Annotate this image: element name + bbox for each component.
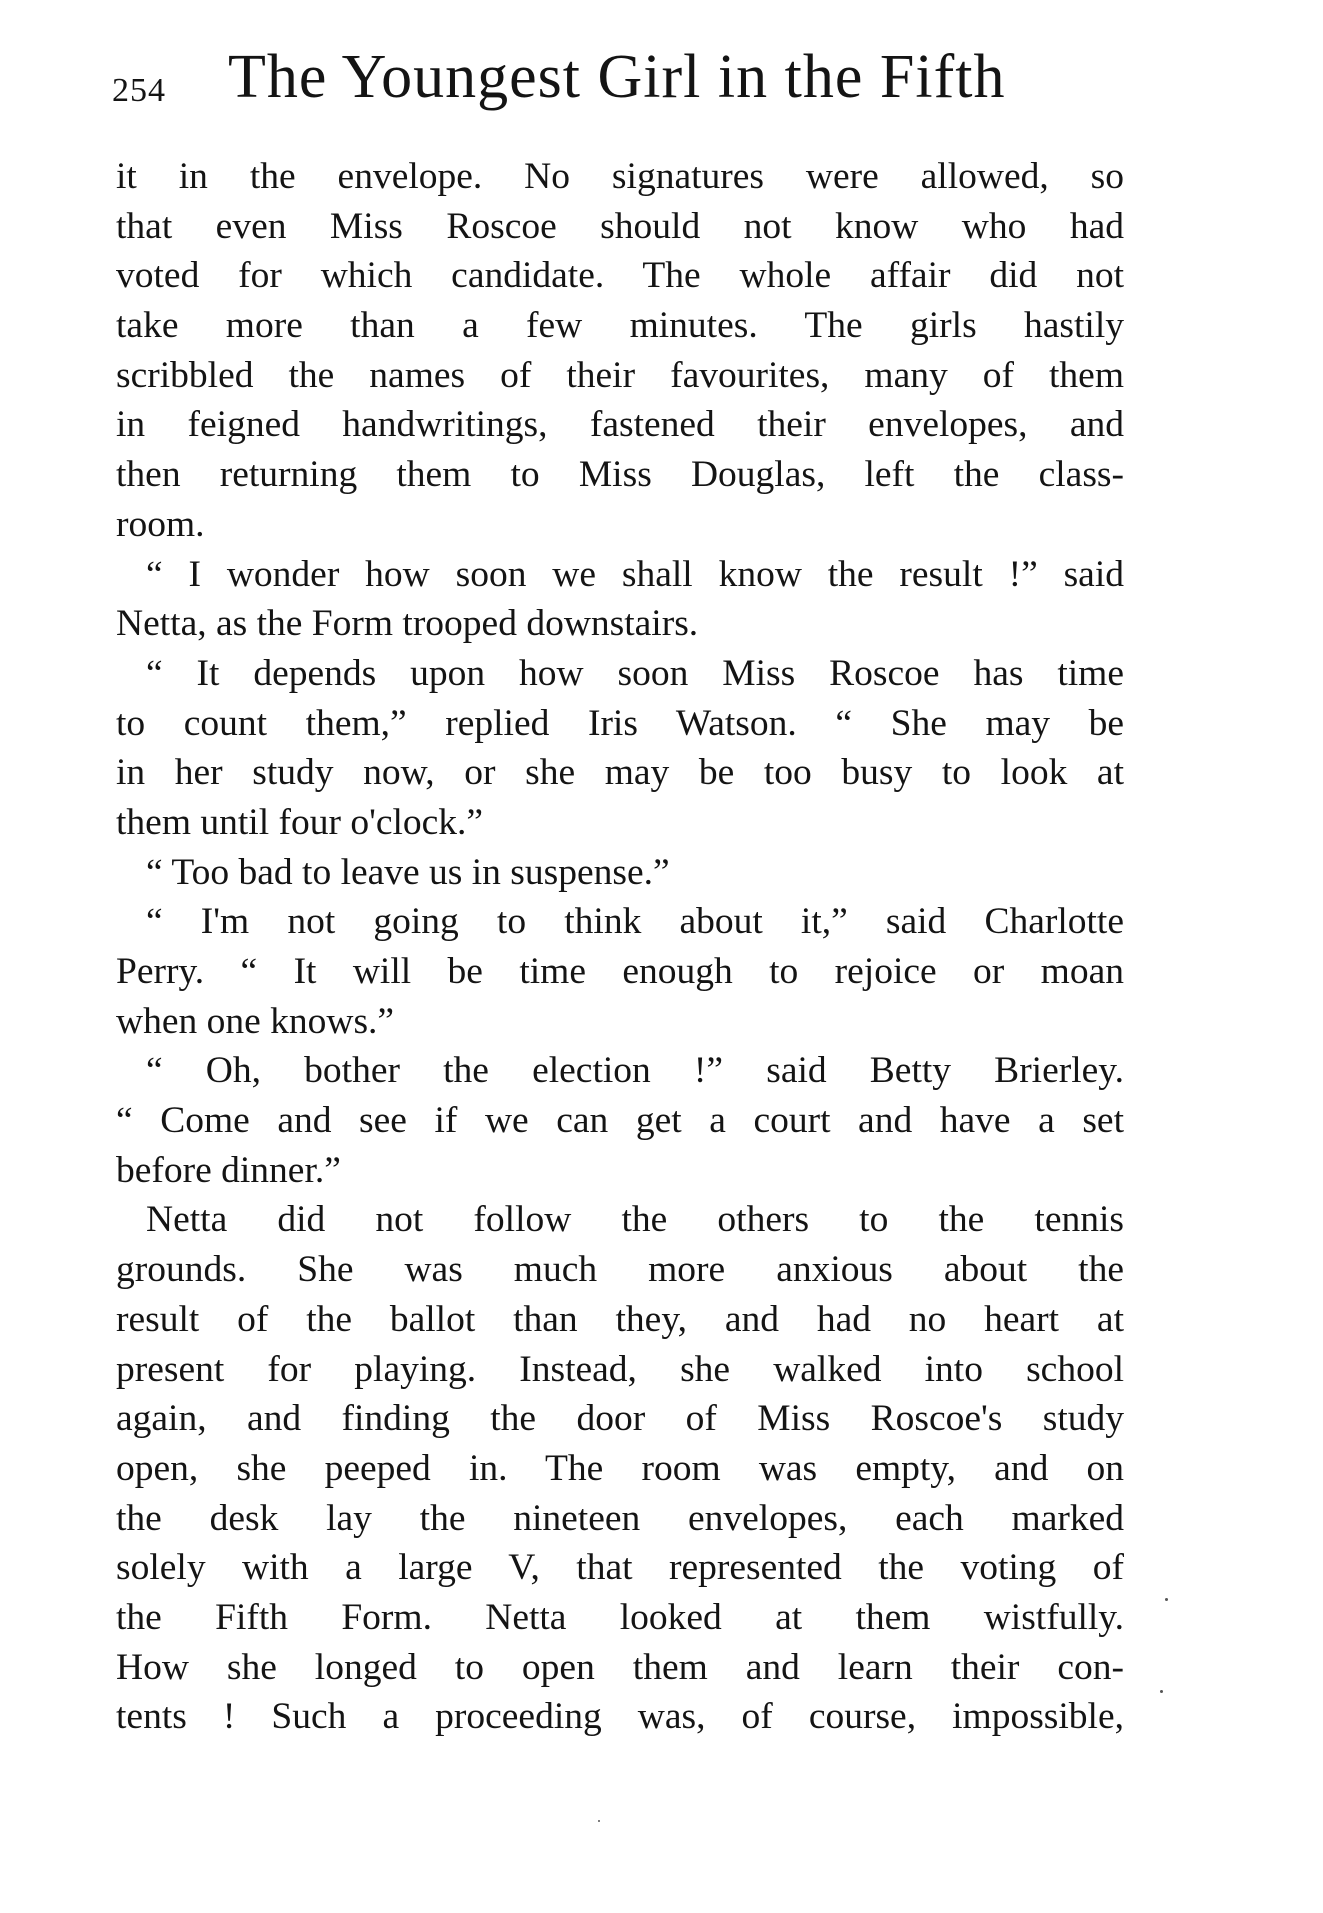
text-line: “ Oh, bother the election !” said Betty Brierley.: [146, 1050, 1124, 1092]
text-line: How she longed to open them and learn their con-: [116, 1646, 1124, 1688]
text-line: result of the ballot than they, and had no heart at: [116, 1298, 1124, 1340]
paper-speck: [1160, 1690, 1163, 1693]
text-line: them until four o'clock.”: [116, 801, 484, 843]
text-line: voted for which candidate. The whole affair did not: [116, 255, 1124, 297]
text-line: that even Miss Roscoe should not know who had: [116, 205, 1124, 247]
text-line: to count them,” replied Iris Watson. “ She may be: [116, 702, 1124, 744]
text-line: take more than a few minutes. The girls hastily: [116, 305, 1124, 347]
body-text: [116, 152, 1124, 1742]
text-line: scribbled the names of their favourites, many of them: [116, 354, 1124, 396]
text-line: before dinner.”: [116, 1149, 341, 1191]
text-line: Perry. “ It will be time enough to rejoice or moan: [116, 951, 1124, 992]
text-line: then returning them to Miss Douglas, left the class-: [116, 454, 1124, 496]
paper-speck: [1165, 1598, 1168, 1601]
text-line: “ Come and see if we can get a court and have a set: [116, 1100, 1124, 1142]
page-number: 254: [112, 72, 166, 109]
paper-speck: [598, 1820, 600, 1822]
text-line: “ I wonder how soon we shall know the result !” said: [146, 553, 1124, 595]
text-line: in feigned handwritings, fastened their envelopes, and: [116, 404, 1124, 446]
text-line: “ I'm not going to think about it,” said Charlotte: [146, 901, 1124, 943]
text-line: room.: [116, 503, 205, 545]
text-line: it in the envelope. No signatures were allowed, so: [116, 156, 1124, 197]
text-line: present for playing. Instead, she walked into school: [116, 1348, 1124, 1390]
text-line: solely with a large V, that represented the voting of: [116, 1547, 1124, 1589]
text-line: the desk lay the nineteen envelopes, each marked: [116, 1497, 1124, 1539]
text-line: Netta, as the Form trooped downstairs.: [116, 603, 699, 645]
text-line: open, she peeped in. The room was empty, and on: [116, 1447, 1124, 1489]
page-header: [112, 42, 1122, 122]
text-line: again, and finding the door of Miss Roscoe's study: [116, 1398, 1124, 1440]
text-line: when one knows.”: [116, 1000, 395, 1042]
text-line: “ Too bad to leave us in suspense.”: [146, 851, 670, 893]
text-line: tents ! Such a proceeding was, of course, impossible,: [116, 1696, 1124, 1738]
running-title: The Youngest Girl in the Fifth: [228, 43, 1006, 111]
text-line: in her study now, or she may be too busy to look at: [116, 752, 1124, 794]
text-line: “ It depends upon how soon Miss Roscoe has time: [146, 652, 1124, 694]
text-line: the Fifth Form. Netta looked at them wistfully.: [116, 1596, 1124, 1638]
text-line: Netta did not follow the others to the tennis: [146, 1199, 1124, 1241]
text-line: grounds. She was much more anxious about the: [116, 1249, 1124, 1291]
